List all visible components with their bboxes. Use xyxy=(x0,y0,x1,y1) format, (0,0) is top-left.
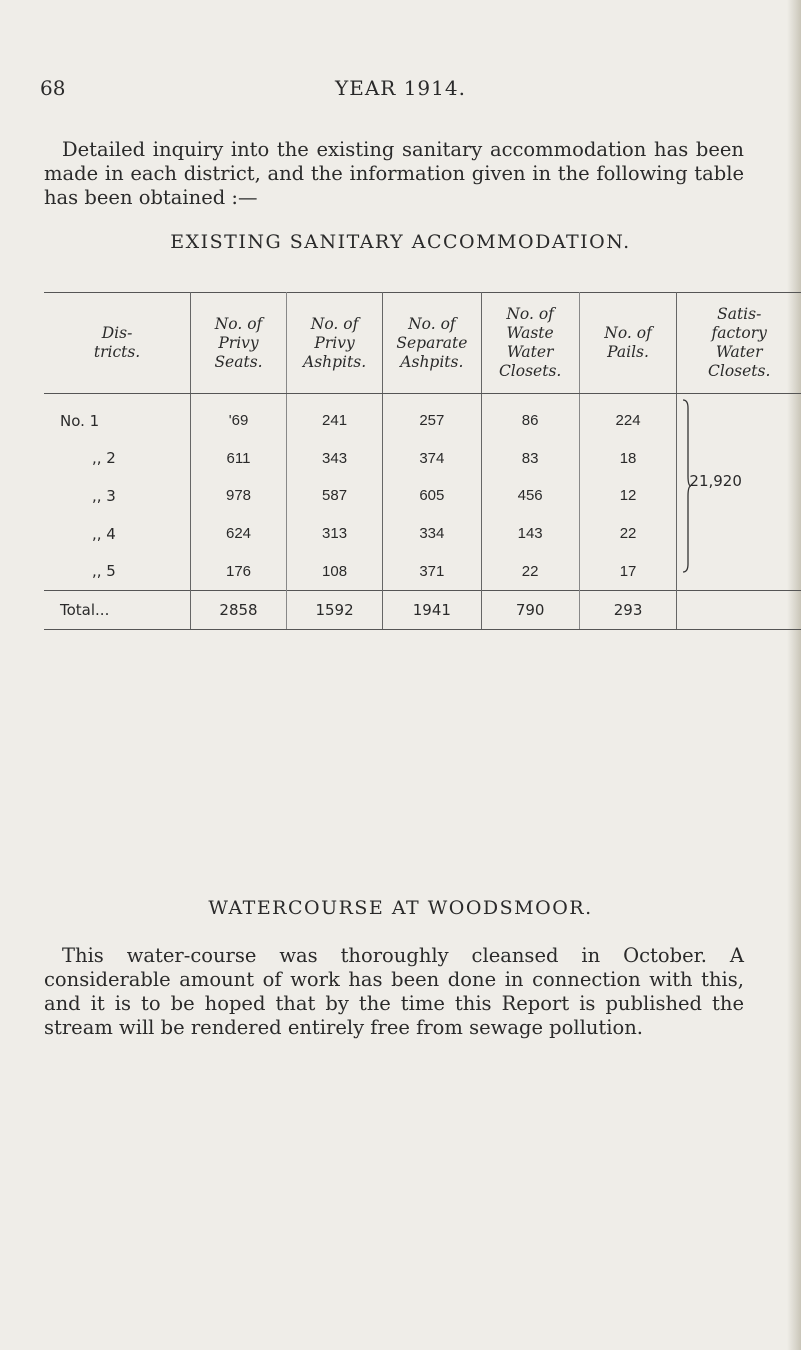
district-cell: ,, 2 xyxy=(44,440,191,478)
privy-seats-cell: 978 xyxy=(191,477,287,515)
pails-cell: 22 xyxy=(579,515,677,553)
total-satisfactory-empty xyxy=(677,590,801,629)
header-districts: Dis- tricts. xyxy=(44,293,191,394)
privy-seats-cell: 611 xyxy=(191,440,287,478)
header-satisfactory-water-closets: Satis- factory Water Closets. xyxy=(677,293,801,394)
pails-cell: 17 xyxy=(579,552,677,590)
waste-water-closets-cell: 143 xyxy=(481,515,579,553)
total-privy-ashpits: 1592 xyxy=(286,590,382,629)
separate-ashpits-cell: 371 xyxy=(383,552,481,590)
pails-cell: 12 xyxy=(579,477,677,515)
privy-ashpits-cell: 313 xyxy=(286,515,382,553)
total-pails: 293 xyxy=(579,590,677,629)
watercourse-paragraph: This water-course was thoroughly cleansed in October. A considerable amount of work has been done in connection with this, and it is to be hoped that by the time this Report is published the stream will be rendered entirely free from sewage pollution. xyxy=(44,944,744,1039)
header-pails: No. of Pails. xyxy=(579,293,677,394)
district-cell: ,, 3 xyxy=(44,477,191,515)
total-label: Total... xyxy=(44,590,191,629)
running-title: YEAR 1914. xyxy=(335,76,466,100)
table-title: EXISTING SANITARY ACCOMMODATION. xyxy=(170,231,631,253)
separate-ashpits-cell: 374 xyxy=(383,440,481,478)
header-separate-ashpits: No. of Separate Ashpits. xyxy=(383,293,481,394)
table-row xyxy=(44,394,801,440)
table-header-row xyxy=(44,293,801,394)
district-cell: ,, 4 xyxy=(44,515,191,553)
privy-ashpits-cell: 108 xyxy=(286,552,382,590)
header-privy-seats: No. of Privy Seats. xyxy=(191,293,287,394)
page-header xyxy=(0,76,801,102)
separate-ashpits-cell: 334 xyxy=(383,515,481,553)
total-separate-ashpits: 1941 xyxy=(383,590,481,629)
waste-water-closets-cell: 83 xyxy=(481,440,579,478)
sanitary-accommodation-table xyxy=(44,292,801,630)
total-waste-water-closets: 790 xyxy=(481,590,579,629)
separate-ashpits-cell: 257 xyxy=(383,394,481,440)
privy-seats-cell: '69 xyxy=(191,394,287,440)
pails-cell: 18 xyxy=(579,440,677,478)
privy-ashpits-cell: 587 xyxy=(286,477,382,515)
privy-seats-cell: 624 xyxy=(191,515,287,553)
total-row xyxy=(44,590,801,629)
total-privy-seats: 2858 xyxy=(191,590,287,629)
privy-ashpits-cell: 241 xyxy=(286,394,382,440)
waste-water-closets-cell: 22 xyxy=(481,552,579,590)
waste-water-closets-cell: 456 xyxy=(481,477,579,515)
header-privy-ashpits: No. of Privy Ashpits. xyxy=(286,293,382,394)
pails-cell: 224 xyxy=(579,394,677,440)
separate-ashpits-cell: 605 xyxy=(383,477,481,515)
page-number: 68 xyxy=(40,76,66,100)
satisfactory-water-closets-cell xyxy=(677,394,801,591)
waste-water-closets-cell: 86 xyxy=(481,394,579,440)
section-title-watercourse: WATERCOURSE AT WOODSMOOR. xyxy=(208,897,593,919)
page-edge xyxy=(787,0,801,1350)
district-cell: No. 1 xyxy=(44,394,191,440)
intro-paragraph: Detailed inquiry into the existing sanitary accommodation has been made in each district, and the information given in the following table has been obtained :— xyxy=(44,138,744,209)
privy-seats-cell: 176 xyxy=(191,552,287,590)
header-waste-water-closets: No. of Waste Water Closets. xyxy=(481,293,579,394)
privy-ashpits-cell: 343 xyxy=(286,440,382,478)
satisfactory-total-value: 21,920 xyxy=(689,472,742,490)
district-cell: ,, 5 xyxy=(44,552,191,590)
